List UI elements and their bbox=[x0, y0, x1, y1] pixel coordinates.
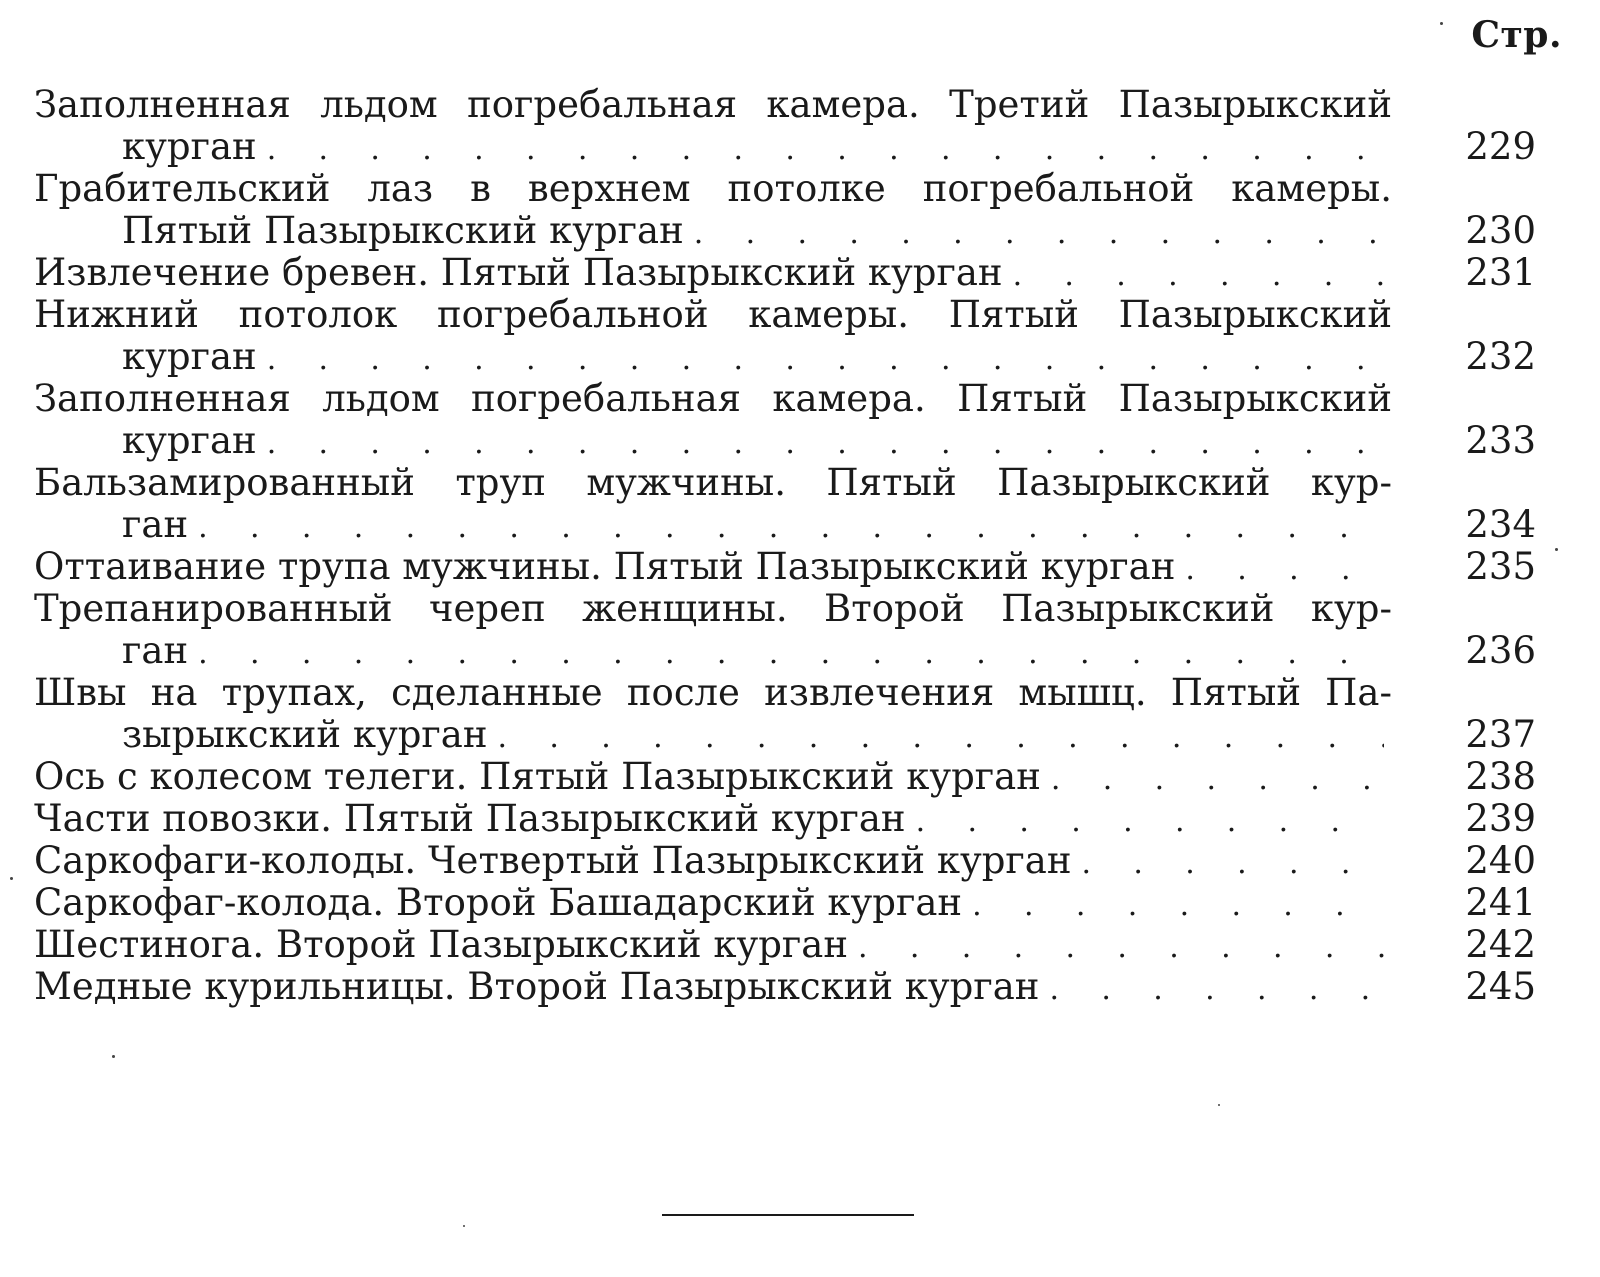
print-speck bbox=[1440, 22, 1443, 25]
toc-page-number: 235 bbox=[1465, 545, 1536, 588]
toc-entry bbox=[34, 798, 1564, 840]
toc-entry-line bbox=[34, 798, 1564, 840]
toc-page-number: 238 bbox=[1465, 755, 1536, 798]
toc-page-number: 237 bbox=[1465, 713, 1536, 756]
page-column-header: Стр. bbox=[1471, 14, 1562, 56]
toc-entry-line bbox=[34, 966, 1564, 1008]
print-speck bbox=[10, 877, 13, 880]
toc-entry-line bbox=[34, 336, 1564, 378]
toc-entry-title-line: Саркофаги-колоды. Четвертый Пазырыкский курган bbox=[34, 839, 1072, 882]
toc-entry-line bbox=[34, 504, 1564, 546]
toc-entry bbox=[34, 546, 1564, 588]
dot-leader bbox=[267, 129, 1384, 171]
toc-entry bbox=[34, 462, 1564, 546]
toc-entry bbox=[34, 294, 1564, 378]
table-of-contents bbox=[34, 84, 1564, 1008]
toc-page-number: 241 bbox=[1465, 881, 1536, 924]
toc-entry bbox=[34, 252, 1564, 294]
dot-leader bbox=[1049, 969, 1384, 1011]
toc-entry-line bbox=[34, 630, 1564, 672]
toc-entry-line bbox=[34, 756, 1564, 798]
dot-leader bbox=[267, 339, 1384, 381]
dot-leader bbox=[972, 885, 1384, 927]
toc-entry-title-line: Нижний потолок погребальной камеры. Пятый Пазырыкский bbox=[34, 294, 1392, 336]
toc-entry-title-line: зырыкский курган bbox=[122, 713, 488, 756]
toc-entry-title-line: Шестинога. Второй Пазырыкский курган bbox=[34, 923, 849, 966]
toc-entry-line bbox=[34, 714, 1564, 756]
toc-entry-title-line: ган bbox=[122, 629, 189, 672]
toc-entry-line bbox=[34, 546, 1564, 588]
toc-entry bbox=[34, 840, 1564, 882]
print-speck bbox=[112, 1055, 115, 1058]
toc-entry bbox=[34, 168, 1564, 252]
print-speck bbox=[463, 1225, 465, 1227]
dot-leader bbox=[198, 507, 1384, 549]
toc-page-number: 231 bbox=[1465, 251, 1536, 294]
toc-entry-line bbox=[34, 294, 1392, 336]
toc-entry-line bbox=[34, 462, 1392, 504]
toc-entry-title-line: Грабительский лаз в верхнем потолке погребальной камеры. bbox=[34, 168, 1392, 210]
print-speck bbox=[1218, 1104, 1220, 1106]
toc-page-number: 240 bbox=[1465, 839, 1536, 882]
dot-leader bbox=[916, 801, 1384, 843]
toc-entry-line bbox=[34, 252, 1564, 294]
toc-entry-title-line: Ось с колесом телеги. Пятый Пазырыкский курган bbox=[34, 755, 1041, 798]
toc-entry bbox=[34, 588, 1564, 672]
toc-entry-title-line: ган bbox=[122, 503, 189, 546]
toc-entry-line bbox=[34, 378, 1392, 420]
toc-entry-line bbox=[34, 126, 1564, 168]
toc-entry-title-line: Трепанированный череп женщины. Второй Пазырыкский кур- bbox=[34, 588, 1392, 630]
toc-page-number: 233 bbox=[1465, 419, 1536, 462]
toc-entry-title-line: Части повозки. Пятый Пазырыкский курган bbox=[34, 797, 906, 840]
toc-entry bbox=[34, 84, 1564, 168]
toc-entry bbox=[34, 756, 1564, 798]
toc-entry bbox=[34, 966, 1564, 1008]
toc-entry-line bbox=[34, 882, 1564, 924]
toc-entry-title-line: Пятый Пазырыкский курган bbox=[122, 209, 684, 252]
toc-entry bbox=[34, 924, 1564, 966]
toc-entry-line bbox=[34, 672, 1392, 714]
toc-entry-title-line: Заполненная льдом погребальная камера. Третий Пазырыкский bbox=[34, 84, 1392, 126]
dot-leader bbox=[498, 717, 1384, 759]
dot-leader bbox=[1082, 843, 1385, 885]
toc-entry-line bbox=[34, 588, 1392, 630]
dot-leader bbox=[858, 927, 1384, 969]
toc-entry-line bbox=[34, 84, 1392, 126]
dot-leader bbox=[1051, 759, 1384, 801]
toc-page-number: 239 bbox=[1465, 797, 1536, 840]
toc-page-number: 230 bbox=[1465, 209, 1536, 252]
toc-entry-line bbox=[34, 168, 1392, 210]
dot-leader bbox=[267, 423, 1384, 465]
toc-entry bbox=[34, 672, 1564, 756]
toc-entry bbox=[34, 378, 1564, 462]
toc-entry-line bbox=[34, 924, 1564, 966]
dot-leader bbox=[1185, 549, 1384, 591]
toc-entry-title-line: курган bbox=[122, 419, 257, 462]
dot-leader bbox=[198, 633, 1384, 675]
toc-entry-title-line: Оттаивание трупа мужчины. Пятый Пазырыкский курган bbox=[34, 545, 1176, 588]
toc-entry-title-line: Саркофаг-колода. Второй Башадарский курган bbox=[34, 881, 963, 924]
dot-leader bbox=[1013, 255, 1384, 297]
toc-entry-title-line: Заполненная льдом погребальная камера. Пятый Пазырыкский bbox=[34, 378, 1392, 420]
toc-entry-line bbox=[34, 420, 1564, 462]
toc-entry bbox=[34, 882, 1564, 924]
toc-entry-title-line: Швы на трупах, сделанные после извлечения мышц. Пятый Па- bbox=[34, 672, 1392, 714]
toc-entry-title-line: Бальзамированный труп мужчины. Пятый Пазырыкский кур- bbox=[34, 462, 1392, 504]
print-speck bbox=[1555, 548, 1558, 551]
dot-leader bbox=[694, 213, 1384, 255]
toc-entry-line bbox=[34, 840, 1564, 882]
toc-page-number: 245 bbox=[1465, 965, 1536, 1008]
toc-page-number: 236 bbox=[1465, 629, 1536, 672]
toc-page-number: 229 bbox=[1465, 125, 1536, 168]
toc-page-number: 234 bbox=[1465, 503, 1536, 546]
toc-entry-title-line: курган bbox=[122, 335, 257, 378]
toc-entry-line bbox=[34, 210, 1564, 252]
closing-rule bbox=[662, 1214, 914, 1216]
toc-entry-title-line: Медные курильницы. Второй Пазырыкский курган bbox=[34, 965, 1040, 1008]
toc-entry-title-line: курган bbox=[122, 125, 257, 168]
toc-page-number: 232 bbox=[1465, 335, 1536, 378]
toc-page-number: 242 bbox=[1465, 923, 1536, 966]
toc-entry-title-line: Извлечение бревен. Пятый Пазырыкский курган bbox=[34, 251, 1003, 294]
